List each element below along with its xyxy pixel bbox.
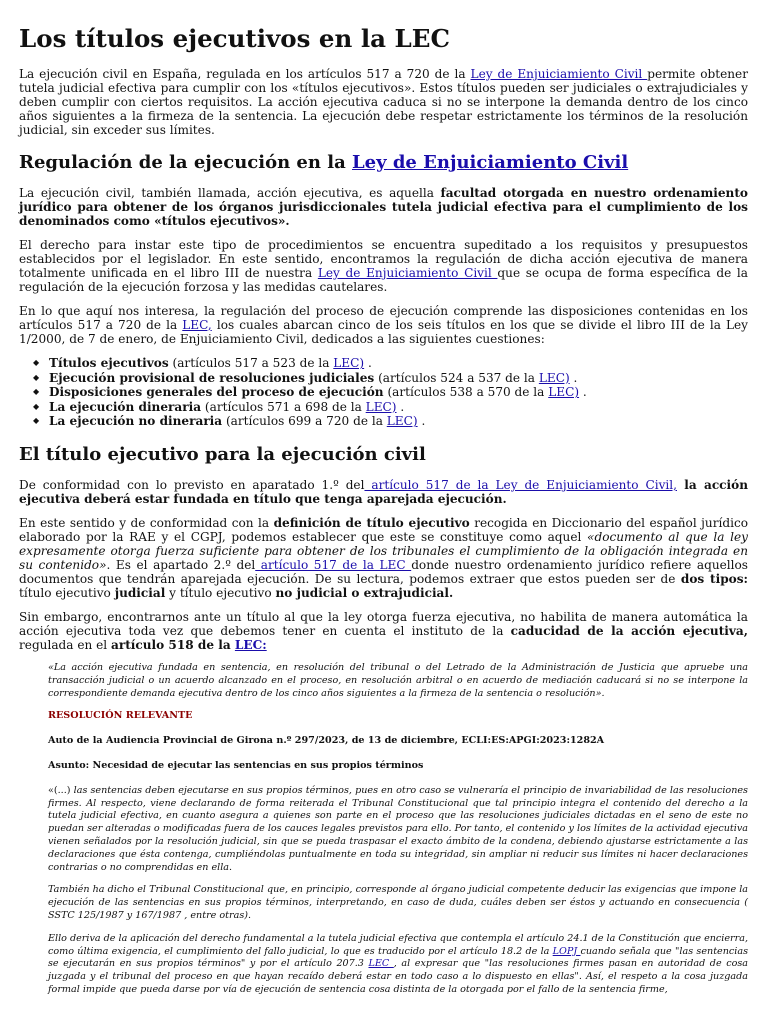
item-text: (artículos 571 a 698 de la [201,399,366,414]
text: regulada en el [19,637,112,652]
item-end: . [579,385,587,400]
text: De conformidad con lo previsto en aparatado 1.º del [19,477,365,492]
text: . Es el apartado 2.º del [106,557,256,572]
lec-link[interactable]: LEC) [548,385,580,400]
quote-paragraph: También ha dicho el Tribunal Constitucional que, en principio, corresponde al órgano judicial competente deducir las exigencias que impone la ejecución de las sentencias en sus propios términos, interpretando, en caso de duda, cuáles deben ser éstos y actuando en consecuencia ( SSTC 125/1987 y 167/1987 , entre otras). [48,884,748,922]
list-item [49,385,748,400]
paragraph [19,478,748,506]
text: La ejecución civil en España, regulada en los artículos 517 a 720 de la [19,66,471,81]
lec-link[interactable]: Ley de Enjuiciamiento Civil [470,66,648,81]
bold-text: definición de título ejecutivo [273,515,470,530]
list-item [49,414,748,429]
text: En este sentido y de conformidad con la [19,515,274,530]
quote-art-518: «La acción ejecutiva fundada en sentencia, en resolución del tribunal o del Letrado de la Administración de Justicia que apruebe una transacción judicial o un acuerdo alcanzado en el proceso, en resolución arbitral o en acuerdo de mediación caducará si no se interpone la correspondiente demanda ejecutiva dentro de los cinco años siguientes a la firmeza de la sentencia o resolución». [48,661,748,699]
asunto: Asunto: Necesidad de ejecutar las sentencias en sus propios términos [48,760,424,772]
lec-heading-link[interactable]: Ley de Enjuiciamiento Civil [352,151,629,173]
text: En lo que aquí nos interesa, la regulación del proceso de ejecución comprende las disposiciones contenidas en los artículos 517 a 720 de la [19,304,748,333]
lec-link[interactable]: LEC) [365,399,397,414]
text: , al expresar que "las resoluciones firmes pasan en autoridad de cosa juzgada y el tribunal del proceso en que hayan recaído deberá estar en todo caso a lo dispuesto en ellas". Así, el respeto a la cosa juzgada formal impide que pueda darse por vía de ejecución de sentencia cosa distinta de la otorgada por el fallo de la sentencia firme, [48,958,748,996]
lec-link[interactable]: LEC: [234,637,267,652]
lopj-link[interactable]: LOPJ [552,945,581,957]
item-bold: La ejecución no dineraria [49,414,223,429]
section-heading-titulo: El título ejecutivo para la ejecución civil [19,443,426,465]
item-bold: Ejecución provisional de resoluciones judiciales [49,370,375,385]
text: los cuales abarcan cinco de los seis títulos en los que se divide el libro III de la Ley 1/2000, de 7 de enero, de Enjuiciamiento Civil, dedicados a las siguientes cuestiones: [19,318,748,347]
blockquote [48,662,748,997]
bold-text [111,638,267,652]
text: que se ocupa de forma específica de la regulación de la ejecución forzosa y las medidas cautelares. [19,266,748,295]
item-end: . [364,356,372,371]
heading-text: Regulación de la ejecución en la [19,151,353,173]
item-text: (artículos 517 a 523 de la [168,356,334,371]
text: La ejecución civil, también llamada, acción ejecutiva, es aquella [19,186,441,201]
bold-text: facultad otorgada en nuestro ordenamiento jurídico para obtener de los órganos jurisdiccionales tutela judicial efectiva para el cumplimiento de los denominados como «títulos ejecutivos». [19,186,748,229]
auto-citation: Auto de la Audiencia Provincial de Girona n.º 297/2023, de 13 de diciembre, ECLI:ES:APGI:2023:1282A [48,735,605,747]
relevant-resolution-label: RESOLUCIÓN RELEVANTE [48,710,193,722]
quote-paragraph [48,785,748,875]
bold-text: dos tipos: [680,571,748,586]
text: y título ejecutivo [165,585,276,600]
paragraph [19,304,748,346]
bold-text: judicial [114,585,166,600]
list-item [49,356,748,371]
paragraph [19,516,748,600]
text: recogida en Diccionario del español jurídico elaborado por la RAE y el CGPJ, podemos establecer que este se constituye como aquel [19,515,749,544]
quote-paragraph [48,933,748,997]
text: donde nuestro ordenamiento jurídico refiere aquellos documentos que tendrán aparejada ejecución. De su lectura, podemos extraer que estos pueden ser de [19,557,749,586]
bold-text: caducidad de la acción ejecutiva, [510,623,748,638]
lec-link[interactable]: LEC) [538,370,570,385]
item-bold: La ejecución dineraria [49,399,202,414]
item-text: (artículos 538 a 570 de la [383,385,549,400]
paragraph [19,610,748,652]
text: «(...) [48,784,74,796]
item-end: . [417,414,426,429]
paragraph [19,186,748,228]
art-517-link[interactable]: artículo 517 de la LEC [255,557,412,572]
item-end: . [569,370,578,385]
bold-text: no judicial o extrajudicial. [275,585,454,600]
lec-link[interactable]: LEC [368,958,394,970]
text: título ejecutivo [19,585,115,600]
italic-definition: «documento al que la ley expresamente otorga fuerza suficiente para obtener de los tribunales el cumplimiento de la obligación integrada en su contenido» [19,529,748,572]
item-end: . [396,399,405,414]
item-text: (artículos 524 a 537 de la [374,370,539,385]
art-517-link[interactable]: artículo 517 de la Ley de Enjuiciamiento Civil, [364,477,677,492]
titles-list [19,356,748,429]
lec-link[interactable]: LEC) [386,414,418,429]
text: Sin embargo, encontrarnos ante un título al que la ley otorga fuerza ejecutiva, no habilita de manera automática la acción ejecutiva toda vez que debemos tener en cuenta el instituto de la [19,609,748,638]
list-item [49,371,748,386]
text: permite obtener tutela judicial efectiva para cumplir con los «títulos ejecutivos». Estos títulos pueden ser judiciales o extrajudiciales y deben cumplir con ciertos requisitos. La acción ejecutiva caduca si no se interpone la demanda dentro de los cinco años siguientes a la firmeza de la sentencia. La ejecución debe respetar estrictamente los términos de la resolución judicial, sin exceder sus límites. [19,66,748,137]
list-item [49,400,748,415]
lec-link[interactable]: LEC) [333,356,365,371]
paragraph [19,238,748,294]
lec-link[interactable]: LEC, [182,318,212,333]
item-bold: Disposiciones generales del proceso de ejecución [49,385,384,400]
section-heading-regulacion [19,151,748,174]
text: El derecho para instar este tipo de procedimientos se encuentra supeditado a los requisitos y presupuestos establecidos por el legislador. En este sentido, encontramos la regulación de dicha acción ejecutiva de manera totalmente unificada en el libro III de nuestra [19,238,748,281]
intro-paragraph [19,67,748,137]
lec-link[interactable]: Ley de Enjuiciamiento Civil [317,266,498,281]
page-title: Los títulos ejecutivos en la LEC [19,24,450,53]
item-text: (artículos 699 a 720 de la [222,414,387,429]
text: artículo 518 de la [111,637,235,652]
italic-text: las sentencias deben ejecutarse en sus propios términos, pues en otro caso se vulneraría el principio de invariabilidad de las resoluciones firmes. Al respecto, viene declarando de forma reiterada el Tribunal Constitucional que tal principio integra el contenido del derecho a la tutela judicial efectiva, en cuanto asegura a quienes son parte en el proceso que las resoluciones judiciales dictadas en el seno de este no puedan ser alteradas o modificadas fuera de los cauces legales previstos para ello. Por tanto, el contenido y los límites de la actividad ejecutiva vienen señalados por la resolución judicial, sin que se pueda traspasar el exacto ámbito de la condena, debiendo ajustarse estrictamente a las declaraciones que ésta contenga, cumpliéndolas puntualmente en toda su integridad, sin ampliar ni reducir sus límites ni hacer declaraciones contrarias o no comprendidas en ella. [48,784,748,873]
bold-text: la acción ejecutiva deberá estar fundada en título que tenga aparejada ejecución. [19,477,749,506]
text: cuando señala que "las sentencias se ejecutarán en sus propios términos" y por el artículo 207.3 [48,945,748,970]
item-bold: Títulos ejecutivos [49,356,169,371]
text: Ello deriva de la aplicación del derecho fundamental a la tutela judicial efectiva que contempla el artículo 24.1 de la Constitución que encierra, como última exigencia, el cumplimiento del fallo judicial, lo que es traducido por el artículo 18.2 de la [48,932,748,957]
